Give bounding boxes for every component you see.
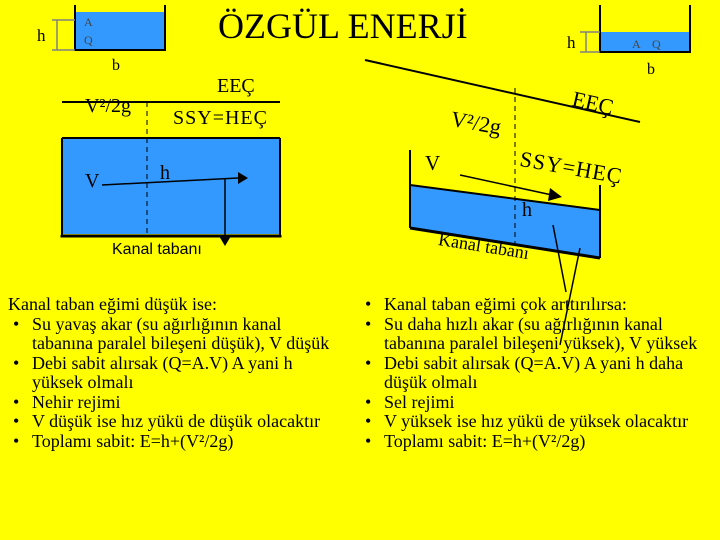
velocity-head-label-right: V²/2g <box>449 106 504 140</box>
discharge-label-right: Q <box>652 37 661 51</box>
steep-slope-notes <box>360 295 715 451</box>
list-item: • Sel rejimi <box>360 393 715 413</box>
water-surface-label-right: SSY=HEÇ <box>518 146 625 189</box>
energy-line-label-left: EEÇ <box>217 75 255 97</box>
water-surface-label-left: SSY=HEÇ <box>173 107 268 129</box>
list-item: • Toplamı sabit: E=h+(V²/2g) <box>360 432 715 452</box>
list-item: • Debi sabit alırsak (Q=A.V) A yani h yüksek olmalı <box>8 354 343 393</box>
list-item: • V yüksek ise hız yükü de yüksek olacaktır <box>360 412 715 432</box>
list-item: • Su daha hızlı akar (su ağırlığının kanal tabanına paralel bileşeni yüksek), V yüksek <box>360 315 715 354</box>
depth-label-right: h <box>567 33 576 52</box>
discharge-label-left: Q <box>84 33 93 47</box>
page-title: ÖZGÜL ENERJİ <box>218 6 468 46</box>
list-item: • V düşük ise hız yükü de düşük olacaktır <box>8 412 343 432</box>
channel-bed-label-left: Kanal tabanı <box>112 241 202 258</box>
width-label-right: b <box>647 61 655 78</box>
width-label-left: b <box>112 57 120 74</box>
channel-bed-label-right: Kanal tabanı <box>437 229 531 264</box>
area-label-left: A <box>84 15 93 29</box>
depth-h-label-left: h <box>160 162 170 184</box>
list-item: • Kanal taban eğimi çok arttırılırsa: <box>360 295 715 315</box>
list-item: • Su yavaş akar (su ağırlığının kanal tabanına paralel bileşeni düşük), V düşük <box>8 315 343 354</box>
cross-section-left <box>52 5 165 50</box>
list-item: • Nehir rejimi <box>8 393 343 413</box>
depth-h-label-right: h <box>522 199 532 221</box>
velocity-arrow-right <box>548 188 562 201</box>
energy-line-label-right: EEÇ <box>569 86 616 120</box>
mild-slope-notes <box>8 295 343 451</box>
list-item: • Debi sabit alırsak (Q=A.V) A yani h daha düşük olmalı <box>360 354 715 393</box>
channel-bed-left <box>62 235 280 236</box>
list-item: • Toplamı sabit: E=h+(V²/2g) <box>8 432 343 452</box>
velocity-head-label-left: V²/2g <box>85 95 131 117</box>
velocity-label-left: V <box>85 170 100 192</box>
velocity-label-right: V <box>425 151 441 175</box>
depth-label-left: h <box>37 26 46 45</box>
mild-slope-heading: Kanal taban eğimi düşük ise: <box>8 294 217 314</box>
area-label-right: A <box>632 37 641 51</box>
